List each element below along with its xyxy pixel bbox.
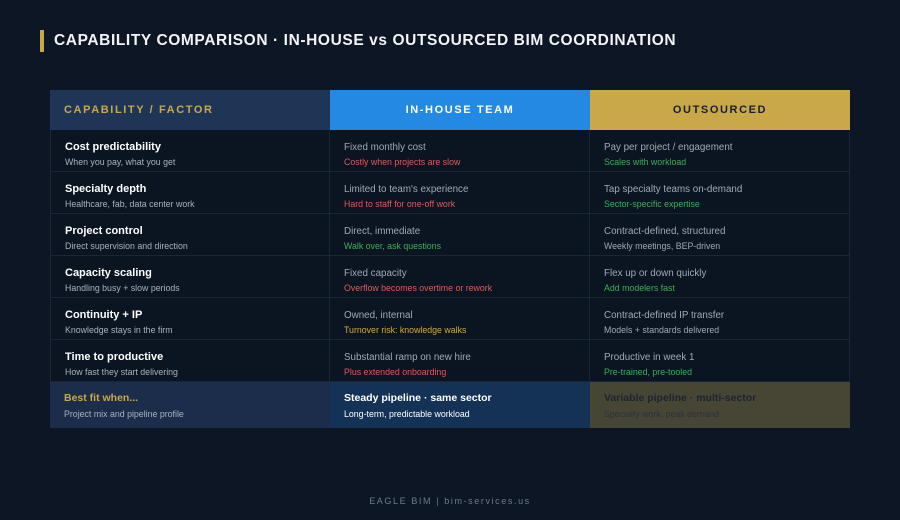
- factor-description: Handling busy + slow periods: [65, 283, 180, 293]
- outsourced-note: Models + standards delivered: [604, 325, 720, 335]
- table-row: [50, 298, 850, 340]
- inhouse-note: Turnover risk: knowledge walks: [344, 325, 467, 335]
- inhouse-value: Direct, immediate: [344, 226, 421, 237]
- factor-description: How fast they start delivering: [65, 367, 178, 377]
- factor-cell: [50, 172, 330, 214]
- outsourced-note: Sector-specific expertise: [604, 199, 700, 209]
- outsourced-value: Tap specialty teams on-demand: [604, 184, 743, 195]
- factor-cell: [50, 298, 330, 340]
- outsourced-cell: [590, 340, 850, 382]
- inhouse-cell: [330, 340, 590, 382]
- outsourced-note: Weekly meetings, BEP-driven: [604, 241, 721, 251]
- table-body: [50, 130, 850, 382]
- best-fit-outsourced-sub: Specialty work, peak demand: [604, 409, 719, 419]
- outsourced-value: Productive in week 1: [604, 352, 695, 363]
- best-fit-outsourced-title: Variable pipeline · multi-sector: [604, 392, 757, 404]
- inhouse-value: Limited to team's experience: [344, 184, 469, 195]
- table-header-row: [50, 90, 850, 130]
- factor-description: Direct supervision and direction: [65, 241, 188, 251]
- footer-brand: EAGLE BIM | bim-services.us: [369, 496, 531, 506]
- outsourced-cell: [590, 172, 850, 214]
- best-fit-outsourced-cell: [590, 382, 850, 428]
- inhouse-cell: [330, 130, 590, 172]
- inhouse-note: Walk over, ask questions: [344, 241, 441, 251]
- outsourced-cell: [590, 256, 850, 298]
- outsourced-cell: [590, 130, 850, 172]
- inhouse-note: Hard to staff for one-off work: [344, 199, 456, 209]
- factor-cell: [50, 130, 330, 172]
- factor-description: Knowledge stays in the firm: [65, 325, 173, 335]
- outsourced-cell: [590, 214, 850, 256]
- outsourced-note: Add modelers fast: [604, 283, 675, 293]
- inhouse-cell: [330, 298, 590, 340]
- factor-cell: [50, 340, 330, 382]
- title-accent-bar: [40, 30, 44, 52]
- inhouse-cell: [330, 172, 590, 214]
- factor-cell: [50, 214, 330, 256]
- factor-name: Continuity + IP: [65, 309, 143, 321]
- best-fit-factor-sub: Project mix and pipeline profile: [64, 409, 184, 419]
- page-header: [40, 30, 676, 52]
- factor-name: Time to productive: [65, 351, 164, 363]
- outsourced-note: Pre-trained, pre-tooled: [604, 367, 693, 377]
- table-row: [50, 214, 850, 256]
- outsourced-value: Contract-defined IP transfer: [604, 310, 725, 321]
- best-fit-inhouse-title: Steady pipeline · same sector: [344, 392, 492, 404]
- comparison-table: [50, 90, 850, 428]
- inhouse-cell: [330, 214, 590, 256]
- factor-name: Project control: [65, 225, 143, 237]
- header-outsourced: OUTSOURCED: [590, 90, 850, 130]
- best-fit-row: [50, 382, 850, 428]
- inhouse-cell: [330, 256, 590, 298]
- inhouse-note: Costly when projects are slow: [344, 157, 461, 167]
- header-inhouse: IN-HOUSE TEAM: [330, 90, 590, 130]
- factor-description: When you pay, what you get: [65, 157, 176, 167]
- outsourced-value: Contract-defined, structured: [604, 226, 726, 237]
- best-fit-inhouse-cell: [330, 382, 590, 428]
- outsourced-note: Scales with workload: [604, 157, 687, 167]
- table-row: [50, 256, 850, 298]
- factor-name: Cost predictability: [65, 141, 161, 153]
- best-fit-inhouse-sub: Long-term, predictable workload: [344, 409, 470, 419]
- inhouse-value: Fixed monthly cost: [344, 142, 426, 153]
- table-row: [50, 172, 850, 214]
- outsourced-value: Flex up or down quickly: [604, 268, 707, 279]
- inhouse-note: Overflow becomes overtime or rework: [344, 283, 493, 293]
- factor-cell: [50, 256, 330, 298]
- header-factor: CAPABILITY / FACTOR: [50, 90, 330, 130]
- inhouse-note: Plus extended onboarding: [344, 367, 447, 377]
- table-row: [50, 130, 850, 172]
- factor-description: Healthcare, fab, data center work: [65, 199, 195, 209]
- table-row: [50, 340, 850, 382]
- outsourced-cell: [590, 298, 850, 340]
- best-fit-factor-cell: [50, 382, 330, 428]
- inhouse-value: Fixed capacity: [344, 268, 407, 279]
- factor-name: Specialty depth: [65, 183, 147, 195]
- outsourced-value: Pay per project / engagement: [604, 142, 733, 153]
- inhouse-value: Substantial ramp on new hire: [344, 352, 471, 363]
- best-fit-factor-title: Best fit when...: [64, 392, 139, 404]
- factor-name: Capacity scaling: [65, 267, 152, 279]
- inhouse-value: Owned, internal: [344, 310, 413, 321]
- page-title: CAPABILITY COMPARISON · IN-HOUSE vs OUTSOURCED BIM COORDINATION: [54, 32, 677, 49]
